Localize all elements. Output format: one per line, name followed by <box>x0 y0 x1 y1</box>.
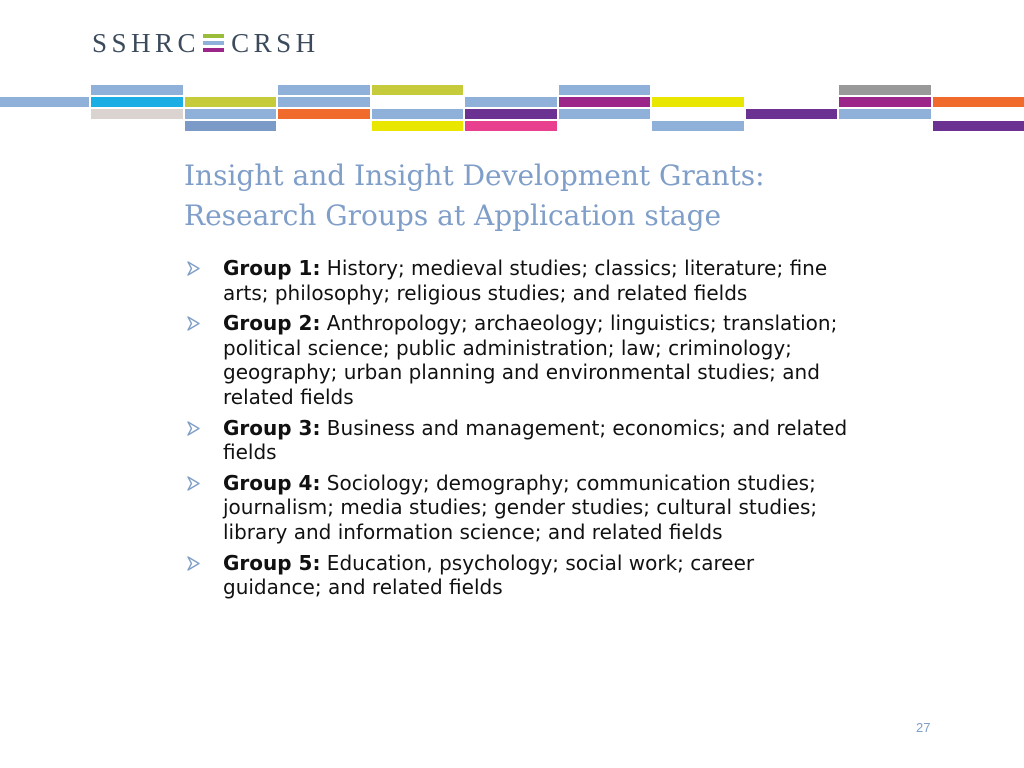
group-description: History; medieval studies; classics; literature; fine arts; philosophy; religious studies; and related fields <box>223 256 828 305</box>
stripe-bar <box>933 97 1024 107</box>
list-item-group-2 <box>186 311 856 409</box>
page-number: 27 <box>916 720 931 735</box>
slide-title-line-2: Research Groups at Application stage <box>184 199 722 232</box>
arrow-bullet-icon <box>186 556 201 571</box>
stripe-bar <box>465 121 557 131</box>
research-groups-list <box>186 256 856 606</box>
stripe-bar <box>839 109 931 119</box>
group-label: Group 1: <box>223 256 321 280</box>
logo-text-sshrc: SSHRC <box>92 27 201 58</box>
group-label: Group 3: <box>223 415 321 440</box>
stripe-bar <box>278 109 370 119</box>
arrow-bullet-icon <box>186 261 201 276</box>
stripe-bar <box>839 97 931 107</box>
stripe-bar <box>933 121 1024 131</box>
stripe-bar <box>465 109 557 119</box>
stripe-bar <box>278 85 370 95</box>
group-label: Group 4: <box>223 470 321 495</box>
stripe-bar <box>559 85 650 95</box>
stripe-bar <box>652 121 744 131</box>
group-description: Business and management; economics; and related fields <box>223 415 848 465</box>
slide-title <box>184 156 944 236</box>
stripe-bar <box>372 85 463 95</box>
stripe-bar <box>185 97 276 107</box>
list-item-group-3 <box>186 416 856 465</box>
stripe-bar <box>465 97 557 107</box>
arrow-bullet-icon <box>186 316 201 331</box>
stripe-bar <box>185 109 276 119</box>
stripe-bar <box>559 97 650 107</box>
sshrc-logo-mark-icon <box>203 32 224 54</box>
arrow-bullet-icon <box>186 476 201 491</box>
stripe-bar <box>185 121 276 131</box>
stripe-bar <box>0 97 89 107</box>
stripe-bar <box>746 109 837 119</box>
slide-title-line-1: Insight and Insight Development Grants: <box>184 159 765 192</box>
stripe-bar <box>91 85 183 95</box>
stripe-bar <box>372 109 463 119</box>
stripe-bar <box>839 85 931 95</box>
group-label: Group 2: <box>223 311 321 336</box>
decorative-stripe-band <box>0 0 1024 140</box>
stripe-bar <box>559 109 650 119</box>
list-item-group-5 <box>186 551 856 600</box>
stripe-bar <box>652 97 744 107</box>
group-label: Group 5: <box>223 550 321 575</box>
group-description: Sociology; demography; communication studies; journalism; media studies; gender studies; cultural studies; library and information science; and related fields <box>223 470 818 544</box>
stripe-bar <box>91 97 183 107</box>
logo-text-crsh: CRSH <box>231 27 320 58</box>
sshrc-crsh-logo <box>92 28 320 58</box>
group-description: Anthropology; archaeology; linguistics; translation; political science; public administration; law; criminology; geography; urban planning and environmental studies; and related fields <box>223 311 838 409</box>
list-item-group-1 <box>186 256 856 305</box>
arrow-bullet-icon <box>186 421 201 436</box>
group-description: Education, psychology; social work; career guidance; and related fields <box>223 550 755 600</box>
stripe-bar <box>372 121 463 131</box>
list-item-group-4 <box>186 471 856 545</box>
stripe-bar <box>278 97 370 107</box>
stripe-bar <box>91 109 183 119</box>
